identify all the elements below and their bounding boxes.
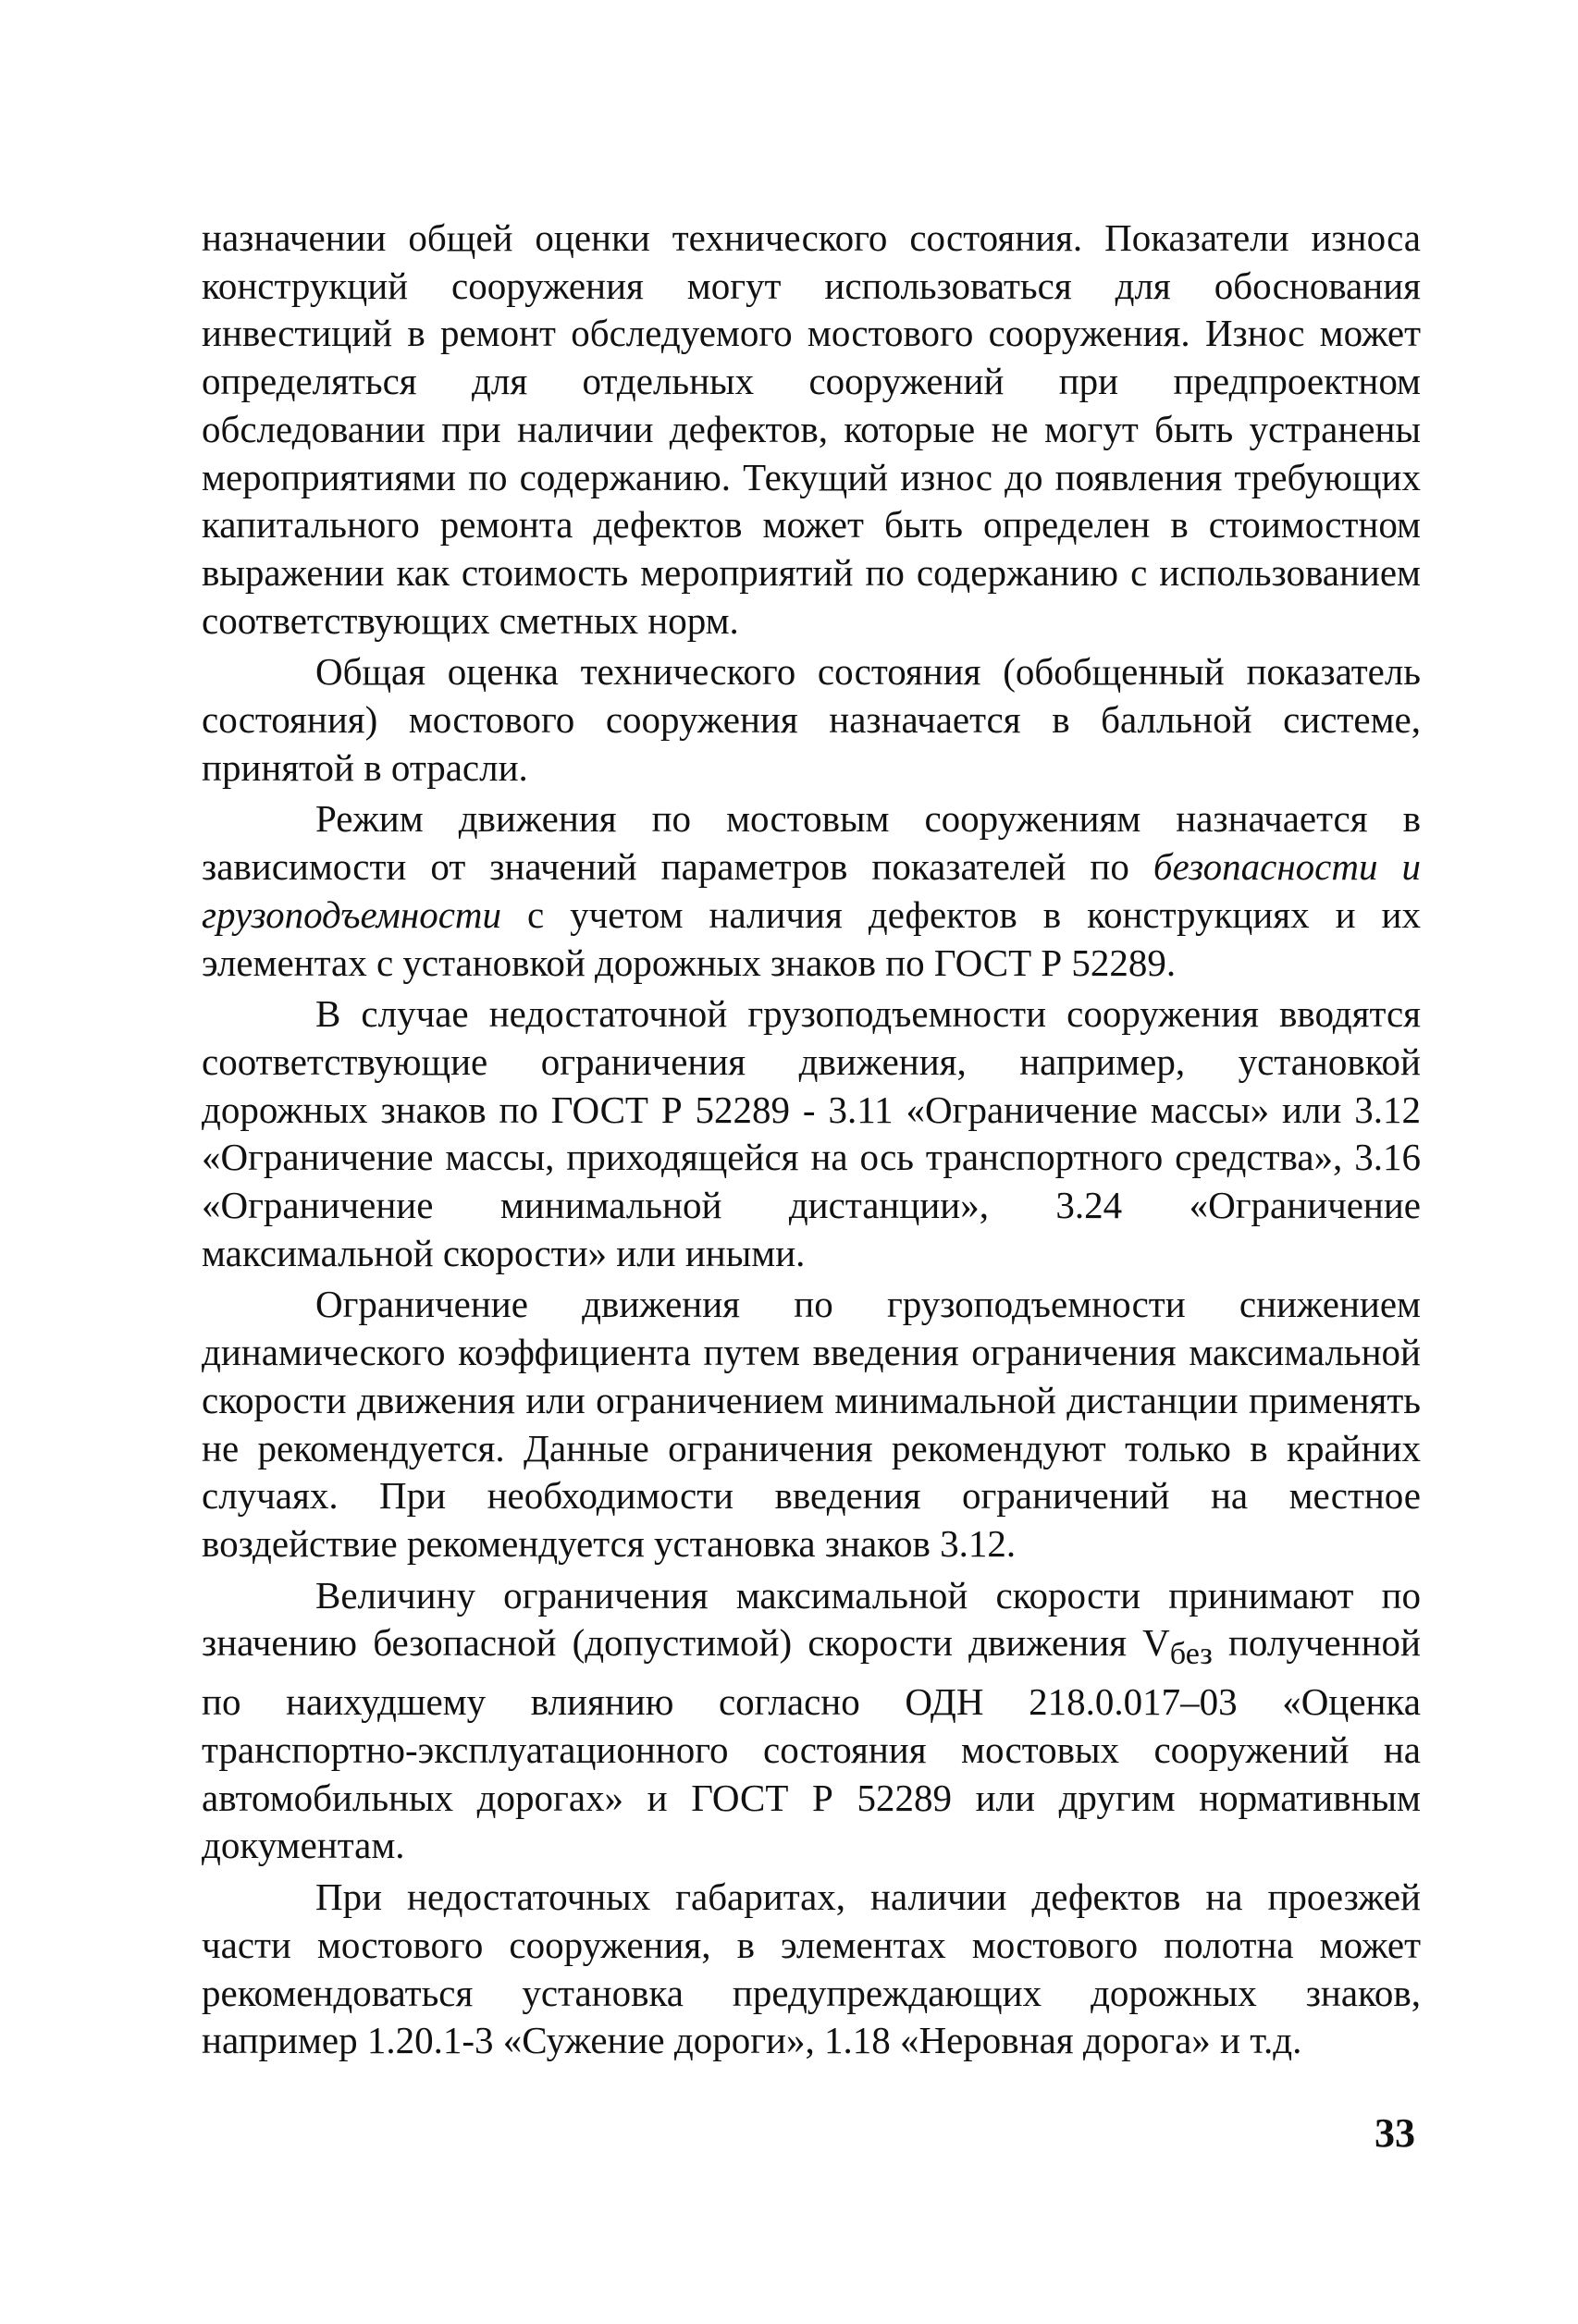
- body-text: [202, 215, 1421, 2065]
- page-number: 33: [1375, 2110, 1415, 2156]
- paragraph-load-capacity: В случае недостаточной грузоподъемности сооружения вводятся соответствующие ограничения движения, например, установкой дорожных знаков по ГОСТ Р 52289 - 3.11 «Ограничение массы» или 3.12 «Ограничение массы, приходящейся на ось транспортного средства», 3.16 «Ограничение минимальной дистанции», 3.24 «Ограничение максимальной скорости» или иными.: [202, 992, 1421, 1274]
- paragraph-traffic-mode: Режим движения по мостовым сооружениям назначается в зависимости от значений параметров показателей по безопасности и грузоподъемности с учетом наличия дефектов в конструкциях и их элементах с установкой дорожных знаков по ГОСТ Р 52289.: [202, 797, 1421, 984]
- paragraph-dynamic-coefficient: Ограничение движения по грузоподъемности снижением динамического коэффициента путем введения ограничения максимальной скорости движения или ограничением минимальной дистанции применять не рекомендуется. Данные ограничения рекомендуют только в крайних случаях. При необходимости введения ограничений на местное воздействие рекомендуется установка знаков 3.12.: [202, 1283, 1421, 1565]
- paragraph-general-assessment: Общая оценка технического состояния (обобщенный показатель состояния) мостового сооружения назначается в балльной системе, принятой в отрасли.: [202, 650, 1421, 789]
- paragraph-wear-indicators: назначении общей оценки технического состояния. Показатели износа конструкций сооружения могут использоваться для обоснования инвестиций в ремонт обследуемого мостового сооружения. Износ может определяться для отдельных сооружений при предпроектном обследовании при наличии дефектов, которые не могут быть устранены мероприятиями по содержанию. Текущий износ до появления требующих капитального ремонта дефектов может быть определен в стоимостном выражении как стоимость мероприятий по содержанию с использованием соответствующих сметных норм.: [202, 216, 1421, 642]
- subscript-bez: без: [1169, 1637, 1213, 1672]
- paragraph-speed-limit: Величину ограничения максимальной скорости принимают по значению безопасной (допустимой) скорости движения $V_{без}$ полученной по наихудшему влиянию согласно ОДН 218.0.017–03 «Оценка транспортно-эксплуатационного состояния мостовых сооружений на автомобильных дорогах» и ГОСТ Р 52289 или другим нормативным документам.: [202, 1573, 1421, 1867]
- paragraph-warning-signs: При недостаточных габаритах, наличии дефектов на проезжей части мостового сооружения, в элементах мостового полотна может рекомендоваться установка предупреждающих дорожных знаков, например 1.20.1-3 «Сужение дороги», 1.18 «Неровная дорога» и т.д.: [202, 1875, 1421, 2062]
- italic-emphasis: безопасности и грузоподъемности: [202, 845, 1421, 936]
